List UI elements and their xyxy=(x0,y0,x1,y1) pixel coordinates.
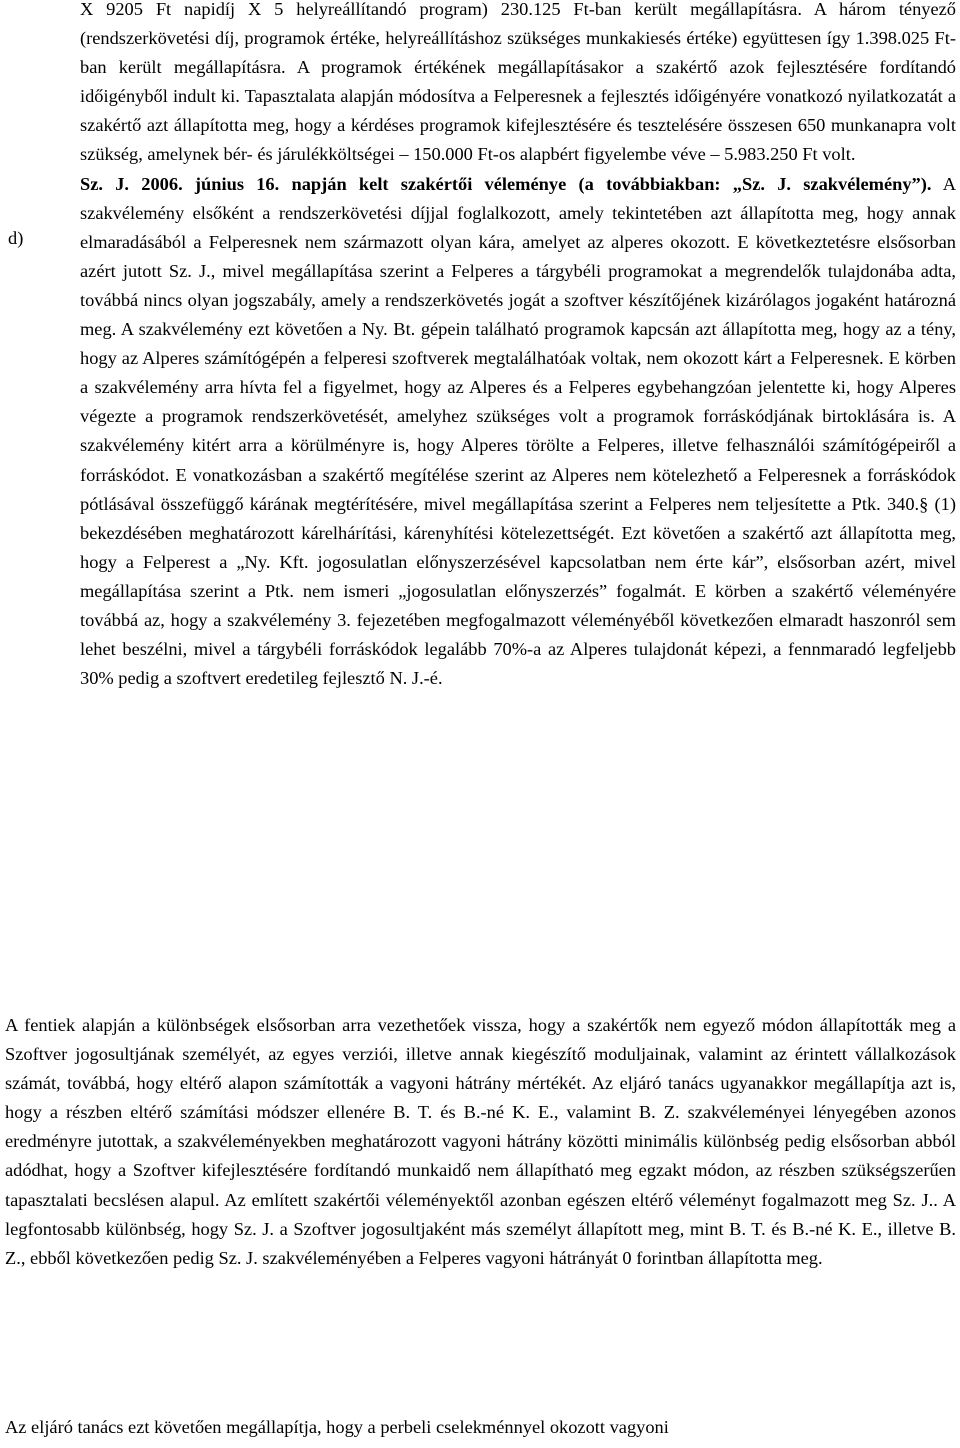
item-d-marker: d) xyxy=(8,228,24,248)
indented-list-block xyxy=(80,0,956,693)
item-d-body: A szakvélemény elsőként a rendszerkövetési díjjal foglalkozott, amely tekintetében azt állapította meg, hogy annak elmaradásából a Felperesnek nem származott olyan kára, amelyet az alperes okozott. E következtetésre elsősorban azért jutott Sz. J., mivel megállapítása szerint a Felperes a tárgybéli programokat a megrendelők tulajdonába adta, továbbá nincs olyan jogszabály, amely a rendszerkövetés jogát a szoftver készítőjének kizárólagos jogaként határozná meg. A szakvélemény ezt követően a Ny. Bt. gépein található programok kapcsán azt állapította meg, hogy az a tény, hogy az Alperes számítógépén a felperesi szoftverek megtalálhatóak voltak, nem okozott kárt a Felperesnek. E körben a szakvélemény arra hívta fel a figyelmet, hogy az Alperes és a Felperes egybehangzóan jelentette ki, hogy Alperes végezte a programok rendszerkövetését, amelyhez szükséges volt a programok forráskódjának birtoklására is. A szakvélemény kitért arra a körülményre is, hogy Alperes törölte a Felperes, illetve felhasználói számítógépeiről a forráskódot. E vonatkozásban a szakértő megítélése szerint az Alperes nem kötelezhető a Felperesnek a forráskódok pótlásával összefüggő kárának megtérítésére, mivel megállapítása szerint a Felperes nem teljesítette a Ptk. 340.§ (1) bekezdésében meghatározott kárelhárítási, kárenyhítési kötelezettségét. Ezt követően a szakértő azt állapította meg, hogy a Felperest a „Ny. Kft. jogosulatlan előnyszerzésével kapcsolatban nem érte kár”, elsősorban azért, mivel megállapítása szerint a Ptk. nem ismeri „jogosulatlan előnyszerzés” fogalmát. E körben a szakértő véleményére továbbá az, hogy a szakvélemény 3. fejezetében megfogalmazott véleményéből következően elmaradt haszonról sem lehet beszélni, mivel a tárgybéli forráskódok legalább 70%-a az Alperes tulajdonát képezi, a fennmaradó legfeljebb 30% pedig a szoftvert eredetileg fejlesztő N. J.-é. xyxy=(80,173,956,689)
paragraph-conclusion-start: Az eljáró tanács ezt követően megállapítja, hogy a perbeli cselekménnyel okozott vagyoni xyxy=(5,1417,669,1437)
item-d xyxy=(80,170,956,694)
paragraph-differences: A fentiek alapján a különbségek elsősorban arra vezethetőek vissza, hogy a szakértők nem egyező módon állapították meg a Szoftver jogosultjának személyét, az egyes verziói, illetve annak kiegészítő moduljainak, valamint az érintett vállalkozások számát, továbbá, hogy eltérő alapon számították a vagyoni hátrány mértékét. Az eljáró tanács ugyanakkor megállapítja azt is, hogy a részben eltérő számítási módszer ellenére B. T. és B.-né K. E., valamint B. Z. szakvéleményei lényegében azonos eredményre jutottak, a szakvéleményekben meghatározott vagyoni hátrány közötti minimális különbség pedig elsősorban abból adódhat, hogy a Szoftver kifejlesztésére fordítandó munkaidő nem állapítható meg egzakt módon, az részben szükségszerűen tapasztalati becslésen alapul. Az említett szakértői véleményektől azonban egészen eltérő véleményt fogalmazott meg Sz. J.. A legfontosabb különbség, hogy Sz. J. a Szoftver jogosultjaként más személyt állapított meg, mint B. T. és B.-né K. E., illetve B. Z., ebből következően pedig Sz. J. szakvéleményében a Felperes vagyoni hátrányát 0 forintban állapította meg. xyxy=(5,1015,956,1268)
item-c-continuation: X 9205 Ft napidíj X 5 helyreállítandó program) 230.125 Ft-ban került megállapításra. A három tényező (rendszerkövetési díj, programok értéke, helyreállításhoz szükséges munkakiesés értéke) együttesen így 1.398.025 Ft-ban került megállapításra. A programok értékének megállapításakor a szakértő azok fejlesztésére fordítandó időigényből indult ki. Tapasztalata alapján módosítva a Felperesnek a fejlesztés időigényére vonatkozó nyilatkozatát a szakértő azt állapította meg, hogy a kérdéses programok kifejlesztésére és tesztelésére összesen 650 munkanapra volt szükség, amelynek bér- és járulékköltségei – 150.000 Ft-os alapbért figyelembe véve – 5.983.250 Ft volt. xyxy=(80,0,956,165)
item-d-heading: Sz. J. 2006. június 16. napján kelt szakértői véleménye (a továbbiakban: „Sz. J. szakvélemény”). xyxy=(80,173,932,194)
